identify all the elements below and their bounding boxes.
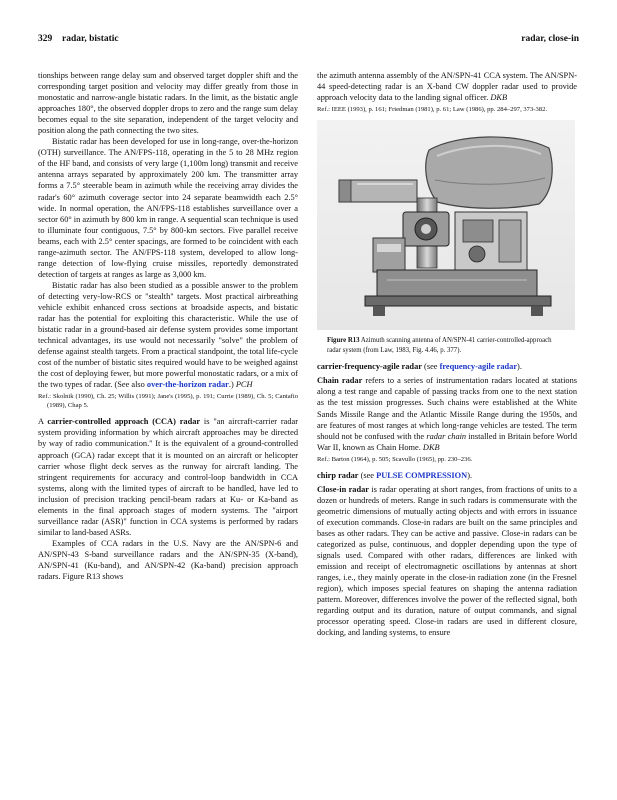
author-initials: DKB	[422, 442, 440, 452]
entry-term: carrier-controlled approach (CCA) radar	[47, 417, 201, 427]
radar-antenna-photo	[317, 120, 575, 330]
entry-chain-radar: Chain radar refers to a series of instrumentation radars located at stations along a test range and capable of passing tracks from one to the next station as the test mission progresses. Such chains were established at the White Sands Missile Range and the Atlantic Missile Range during the 1950s, and are features of most ranges at which long-range vehicles are tested. The term should not be confused with the radar chain installed in Britain before World War II, known as Chain Home. DKB	[317, 376, 577, 452]
header-right-title: radar, close-in	[521, 34, 579, 44]
entry-carrier-frequency-agile: carrier-frequency-agile radar (see frequency-agile radar).	[317, 362, 522, 372]
cross-reference-link[interactable]: frequency-agile radar	[439, 362, 518, 372]
reference-line: Ref.: Barton (1964), p. 505; Scavullo (1965), pp. 230–236.	[317, 455, 473, 463]
entry-term: Chain radar	[317, 376, 363, 386]
right-column	[317, 70, 577, 638]
paragraph: the azimuth antenna assembly of the AN/SPN-41 CCA system. The AN/SPN-44 speed-detecting radar is an X-band CW doppler radar used to provide approach velocity data to the landing signal officer. DKB	[317, 71, 577, 103]
reference-line: Ref.: Skolnik (1990), Ch. 25; Willis (1991); Jane's (1995), p. 191; Currie (1989), Ch. 5; Cantafio (1989), Chap 5.	[38, 393, 298, 410]
cross-reference-link[interactable]: over-the-horizon radar	[146, 380, 229, 390]
entry-chirp-radar: chirp radar (see PULSE COMPRESSION).	[317, 470, 473, 480]
cross-reference-link[interactable]: PULSE COMPRESSION	[376, 470, 468, 480]
entry-term: chirp radar	[317, 470, 359, 480]
figure-label: Figure R13	[327, 337, 360, 345]
header-left-title: radar, bistatic	[62, 34, 119, 44]
page-number: 329	[38, 34, 53, 44]
reference-line: Ref.: IEEE (1993), p. 161; Friedman (1981), p. 61; Law (1986), pp. 284–297, 373-382.	[317, 106, 548, 114]
paragraph: Bistatic radar has been developed for use in long-range, over-the-horizon (OTH) surveillance. The AN/FPS-118, operating in the 5 to 28 MHz region of the HF band, and consists of very large (1,100m long) transmit and receive antenna arrays separated by approximately 200 km. The transmitter array forms a 7.5° steerable beam in azimuth while the receiving array divides the radar's 60° azimuth coverage sector into 24 separate beamwidth each 2.5° wide. In normal operation, the AN/FPS-118 establishes surveillance over a sector 60° in azimuth by 800 km in range. A sequential scan technique is used to illuminate four contiguous, 7.5° by 800-km sectors. Five parallel receive beams, each with 2.5° center spacings, are formed to be coincident with each range-azimuth sector. The AN/FPS-118 system, developed to allow long-range detection of low-flying cruise missiles, reportedly demonstrated detection of targets at ranges as large as 3,000 km.	[38, 137, 298, 279]
entry-term: Close-in radar	[317, 484, 369, 494]
figure-caption: Figure R13 Azimuth scanning antenna of AN/SPN-41 carrier-controlled-approach radar system (from Law, 1983, Fig. 4.46, p. 377).	[327, 337, 552, 354]
paragraph: Examples of CCA radars in the U.S. Navy are the AN/SPN-6 and AN/SPN-43 S-band surveillance radars and the AN/SPN-35 (X-band), AN/SPN-41 (Ku-band), and AN/SPN-42 (Ka-band) precision approach radars. Figure R13 shows	[38, 538, 298, 582]
paragraph: Bistatic radar has also been studied as a possible answer to the problem of detecting very-low-RCS or "stealth" targets. Most practical airbreathing vehicle exhibit enhanced cross sections at broadside aspects, and bistatic radar has the potential for exploiting this characteristic. While the use of bistatic radar in a ground-based air defense system provides some important technical advantages, its use would not necessarily "solve" the problem of defense against stealth targets. From a practical standpoint, the total life-cycle cost of the number of bistatic sites required would have to be weighed against the cost of deploying fewer, but more powerful monostatic radars, or a mix of the two types of radar. (See also over-the-horizon radar.) PCH	[38, 280, 298, 390]
entry-close-in-radar: Close-in radar is radar operating at short ranges, from fractions of units to a dozen or hundreds of meters. Range in such radars is commensurate with the geometric dimensions of mutually acting objects and with errors in issuance of execution commands. Close-in radars are built on the same principles and bases as other radars. They can be active and passive. Close-in radars can be categorized as pulse, continuous, and doppler depending upon the type of signals used. Compared with other radars, differences are linked with emission and receipt of electromagnetic oscillations by antennas at short ranges, i.e., they mainly operate in the close-in radiation zone (in the Fresnel region), which imposes special features on shaping the antenna radiation pattern. Moreover, differences involve the power of the reflected signal, both regarding output and its duration, nature of output commands, and signal processor operating speed. Close-in radars are used in different closure, docking, and landing systems, to ensure	[317, 484, 577, 638]
author-initials: DKB	[490, 93, 508, 103]
paragraph: tionships between range delay sum and observed target doppler shift and the corresponding target position and velocity may differ greatly from those in monostatic and narrow-angle bistatic radars. In the limit, as the bistatic angle approaches 180°, the observed doppler drops to zero and the range sum delay becomes equal to the site separation, independent of the target velocity and position along the path connecting the two sites.	[38, 71, 298, 136]
author-initials: PCH	[235, 380, 253, 390]
left-column	[38, 70, 298, 582]
entry-carrier-controlled-approach: A carrier-controlled approach (CCA) radar is "an aircraft-carrier radar system providing information by which aircraft approaches may be directed by way of radio communication." It is the equivalent of a ground-controlled approach (GCA) radar except that it is mounted on an aircraft or helicopter carrier whose flight deck serves as the runway for aircraft landing. The stringent requirements for accuracy and control-loop bandwidth in CCA systems, along with the limited types of aircraft to be handled, have led to inclusion of precision tracking pencil-beam radars at Ku- or Ka-band as elements in the final approach stages of modern systems. The "airport surveillance radar (ASR)" function in CCA systems is performed by radars similar to land-based ASRs.	[38, 417, 299, 537]
figure-r13-photo	[317, 120, 575, 330]
entry-term: carrier-frequency-agile radar	[317, 362, 422, 372]
running-header	[38, 34, 579, 48]
